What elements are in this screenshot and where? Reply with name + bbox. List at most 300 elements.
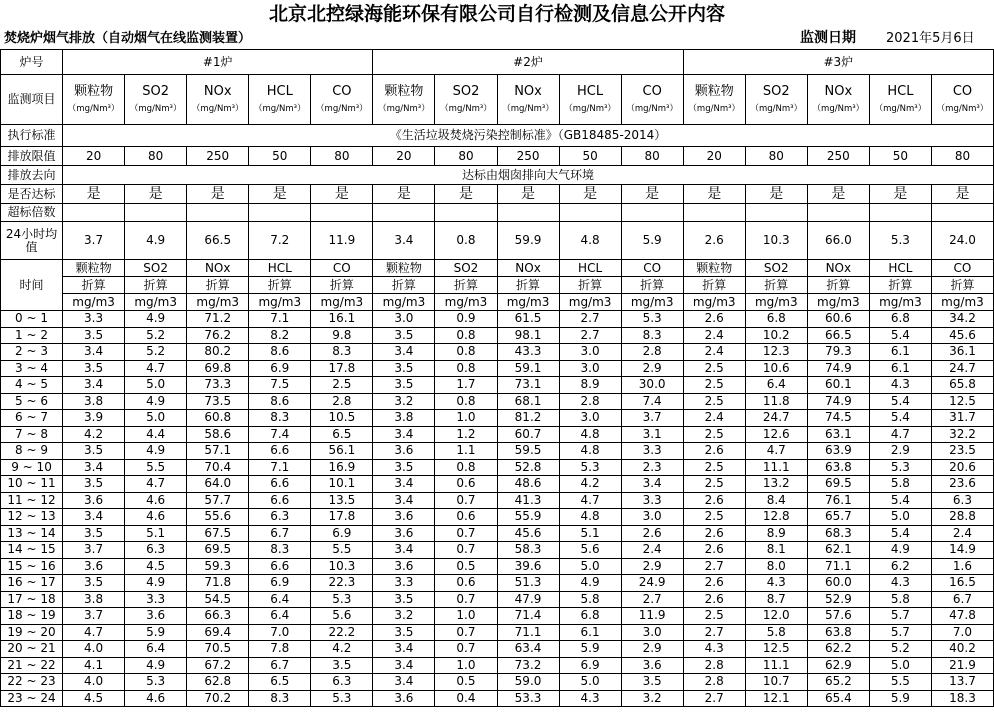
value-cell: 3.4 — [373, 657, 435, 674]
time-label: 时间 — [1, 260, 63, 311]
value-cell: 11.1 — [745, 459, 807, 476]
value-cell: 2.9 — [621, 641, 683, 658]
time-pollutant-header: CO — [311, 260, 373, 277]
table-row — [1, 542, 994, 559]
value-cell: 60.0 — [807, 575, 869, 592]
item-cell — [497, 75, 559, 125]
conversion-unit: mg/m3 — [311, 294, 373, 311]
value-cell: 62.9 — [807, 657, 869, 674]
time-pollutant-header: 颗粒物 — [373, 260, 435, 277]
value-cell: 4.7 — [869, 426, 931, 443]
value-cell: 3.6 — [373, 509, 435, 526]
value-cell: 3.5 — [63, 575, 125, 592]
value-cell: 5.0 — [559, 674, 621, 691]
value-cell: 8.3 — [249, 542, 311, 559]
value-cell: 55.9 — [497, 509, 559, 526]
conversion-label: 折算 — [621, 277, 683, 294]
value-cell: 5.3 — [311, 690, 373, 707]
exceed-row — [1, 204, 994, 222]
value-cell: 0.5 — [435, 674, 497, 691]
value-cell: 6.9 — [249, 360, 311, 377]
value-cell: 4.3 — [869, 377, 931, 394]
value-cell: 66.3 — [187, 608, 249, 625]
value-cell: 5.8 — [869, 476, 931, 493]
hour-label: 4 ~ 5 — [1, 377, 63, 394]
value-cell: 4.9 — [125, 657, 187, 674]
compliant-cell: 是 — [869, 185, 931, 204]
conversion-unit: mg/m3 — [249, 294, 311, 311]
time-pollutant-header: NOx — [497, 260, 559, 277]
value-cell: 3.0 — [559, 344, 621, 361]
exceed-cell — [497, 204, 559, 222]
compliant-cell: 是 — [931, 185, 993, 204]
value-cell: 74.9 — [807, 393, 869, 410]
conversion-unit: mg/m3 — [63, 294, 125, 311]
value-cell: 71.1 — [497, 624, 559, 641]
subtitle: 焚烧炉烟气排放（自动烟气在线监测装置） — [4, 31, 252, 46]
value-cell: 60.1 — [807, 377, 869, 394]
value-cell: 5.8 — [559, 591, 621, 608]
exceed-cell — [745, 204, 807, 222]
value-cell: 6.3 — [125, 542, 187, 559]
value-cell: 58.6 — [187, 426, 249, 443]
furnace-2-header: #2炉 — [373, 50, 683, 75]
time-pollutant-header: CO — [621, 260, 683, 277]
value-cell: 5.3 — [125, 674, 187, 691]
value-cell: 31.7 — [931, 410, 993, 427]
value-cell: 3.7 — [63, 608, 125, 625]
avg24-label: 24小时均值 — [1, 222, 63, 260]
value-cell: 73.1 — [497, 377, 559, 394]
value-cell: 10.7 — [745, 674, 807, 691]
value-cell: 63.8 — [807, 624, 869, 641]
value-cell: 5.5 — [311, 542, 373, 559]
value-cell: 5.8 — [745, 624, 807, 641]
item-cell — [621, 75, 683, 125]
value-cell: 4.6 — [125, 492, 187, 509]
value-cell: 3.8 — [63, 393, 125, 410]
time-pollutant-header: NOx — [807, 260, 869, 277]
value-cell: 2.7 — [559, 327, 621, 344]
limit-cell: 80 — [311, 147, 373, 166]
item-cell — [63, 75, 125, 125]
value-cell: 2.5 — [683, 360, 745, 377]
value-cell: 4.9 — [869, 542, 931, 559]
conversion-label: 折算 — [497, 277, 559, 294]
item-cell — [435, 75, 497, 125]
value-cell: 0.7 — [435, 624, 497, 641]
value-cell: 3.5 — [373, 360, 435, 377]
hour-label: 20 ~ 21 — [1, 641, 63, 658]
hour-label: 18 ~ 19 — [1, 608, 63, 625]
subtitle-bar — [0, 28, 994, 49]
conversion-unit: mg/m3 — [745, 294, 807, 311]
value-cell: 4.8 — [559, 443, 621, 460]
value-cell: 3.0 — [559, 410, 621, 427]
table-row — [1, 558, 994, 575]
compliant-cell: 是 — [559, 185, 621, 204]
value-cell: 13.5 — [311, 492, 373, 509]
value-cell: 71.8 — [187, 575, 249, 592]
hour-label: 5 ~ 6 — [1, 393, 63, 410]
value-cell: 1.6 — [931, 558, 993, 575]
value-cell: 7.4 — [249, 426, 311, 443]
value-cell: 0.8 — [435, 327, 497, 344]
limit-cell: 80 — [931, 147, 993, 166]
value-cell: 3.8 — [373, 410, 435, 427]
avg24-cell: 3.4 — [373, 222, 435, 260]
value-cell: 6.7 — [249, 525, 311, 542]
value-cell: 70.2 — [187, 690, 249, 707]
value-cell: 10.2 — [745, 327, 807, 344]
value-cell: 4.5 — [125, 558, 187, 575]
unit-label: （mg/Nm³） — [936, 103, 989, 114]
exceed-cell — [373, 204, 435, 222]
value-cell: 4.2 — [63, 426, 125, 443]
value-cell: 4.3 — [869, 575, 931, 592]
table-row — [1, 459, 994, 476]
value-cell: 74.9 — [807, 360, 869, 377]
value-cell: 57.7 — [187, 492, 249, 509]
exceed-cell — [807, 204, 869, 222]
value-cell: 5.4 — [869, 525, 931, 542]
value-cell: 5.3 — [311, 591, 373, 608]
item-cell — [373, 75, 435, 125]
item-cell — [125, 75, 187, 125]
time-pollutant-header: HCL — [869, 260, 931, 277]
value-cell: 28.8 — [931, 509, 993, 526]
compliant-cell: 是 — [187, 185, 249, 204]
value-cell: 63.1 — [807, 426, 869, 443]
value-cell: 3.4 — [373, 641, 435, 658]
conversion-label: 折算 — [683, 277, 745, 294]
value-cell: 4.9 — [125, 311, 187, 328]
table-row — [1, 377, 994, 394]
item-row — [1, 75, 994, 125]
compliant-cell: 是 — [807, 185, 869, 204]
value-cell: 3.5 — [63, 525, 125, 542]
value-cell: 2.5 — [311, 377, 373, 394]
value-cell: 81.2 — [497, 410, 559, 427]
limit-cell: 80 — [125, 147, 187, 166]
value-cell: 2.9 — [621, 558, 683, 575]
value-cell: 3.3 — [63, 311, 125, 328]
value-cell: 6.7 — [931, 591, 993, 608]
value-cell: 3.8 — [63, 591, 125, 608]
value-cell: 7.4 — [621, 393, 683, 410]
table-row — [1, 624, 994, 641]
value-cell: 3.4 — [63, 344, 125, 361]
hour-label: 12 ~ 13 — [1, 509, 63, 526]
exceed-cell — [559, 204, 621, 222]
value-cell: 4.7 — [125, 476, 187, 493]
value-cell: 24.9 — [621, 575, 683, 592]
hour-label: 10 ~ 11 — [1, 476, 63, 493]
value-cell: 5.5 — [125, 459, 187, 476]
item-cell — [559, 75, 621, 125]
value-cell: 70.5 — [187, 641, 249, 658]
value-cell: 62.2 — [807, 641, 869, 658]
item-cell — [807, 75, 869, 125]
value-cell: 12.1 — [745, 690, 807, 707]
avg24-cell: 4.8 — [559, 222, 621, 260]
conversion-label: 折算 — [559, 277, 621, 294]
value-cell: 2.5 — [683, 509, 745, 526]
value-cell: 68.1 — [497, 393, 559, 410]
table-row — [1, 443, 994, 460]
page-title: 北京北控绿海能环保有限公司自行检测及信息公开内容 — [268, 3, 725, 25]
value-cell: 51.3 — [497, 575, 559, 592]
compliant-cell: 是 — [125, 185, 187, 204]
value-cell: 65.2 — [807, 674, 869, 691]
value-cell: 4.3 — [745, 575, 807, 592]
value-cell: 36.1 — [931, 344, 993, 361]
value-cell: 63.4 — [497, 641, 559, 658]
value-cell: 3.4 — [373, 426, 435, 443]
value-cell: 13.7 — [931, 674, 993, 691]
value-cell: 0.4 — [435, 690, 497, 707]
value-cell: 68.3 — [807, 525, 869, 542]
value-cell: 59.3 — [187, 558, 249, 575]
value-cell: 5.7 — [869, 608, 931, 625]
avg24-cell: 66.5 — [187, 222, 249, 260]
value-cell: 3.4 — [63, 509, 125, 526]
conversion-label: 折算 — [125, 277, 187, 294]
value-cell: 8.3 — [311, 344, 373, 361]
hour-label: 8 ~ 9 — [1, 443, 63, 460]
compliant-cell: 是 — [683, 185, 745, 204]
compliant-cell: 是 — [435, 185, 497, 204]
value-cell: 8.9 — [745, 525, 807, 542]
value-cell: 63.8 — [807, 459, 869, 476]
value-cell: 2.6 — [683, 591, 745, 608]
value-cell: 6.1 — [869, 344, 931, 361]
item-label: 监测项目 — [1, 75, 63, 125]
compliant-cell: 是 — [621, 185, 683, 204]
unit-label: （mg/Nm³） — [129, 103, 182, 114]
value-cell: 2.6 — [683, 311, 745, 328]
value-cell: 6.9 — [249, 575, 311, 592]
limit-row — [1, 147, 994, 166]
value-cell: 73.5 — [187, 393, 249, 410]
value-cell: 2.7 — [683, 624, 745, 641]
value-cell: 2.6 — [683, 542, 745, 559]
avg24-cell: 10.3 — [745, 222, 807, 260]
pollutant-name: CO — [952, 84, 973, 100]
value-cell: 63.9 — [807, 443, 869, 460]
conversion-unit: mg/m3 — [807, 294, 869, 311]
table-row — [1, 525, 994, 542]
conversion-unit: mg/m3 — [621, 294, 683, 311]
value-cell: 4.3 — [683, 641, 745, 658]
avg24-cell: 0.8 — [435, 222, 497, 260]
value-cell: 4.1 — [63, 657, 125, 674]
value-cell: 7.1 — [249, 459, 311, 476]
unit-label: （mg/Nm³） — [564, 103, 616, 114]
value-cell: 3.1 — [621, 426, 683, 443]
value-cell: 3.0 — [621, 624, 683, 641]
value-cell: 73.2 — [497, 657, 559, 674]
value-cell: 65.7 — [807, 509, 869, 526]
conversion-label: 折算 — [931, 277, 993, 294]
exceed-cell — [683, 204, 745, 222]
value-cell: 3.6 — [373, 690, 435, 707]
compliant-row — [1, 185, 994, 204]
value-cell: 34.2 — [931, 311, 993, 328]
value-cell: 4.7 — [745, 443, 807, 460]
date-value: 2021年5月6日 — [886, 31, 975, 46]
value-cell: 8.3 — [249, 690, 311, 707]
value-cell: 66.5 — [807, 327, 869, 344]
value-cell: 17.8 — [311, 360, 373, 377]
value-cell: 0.8 — [435, 393, 497, 410]
value-cell: 57.6 — [807, 608, 869, 625]
value-cell: 1.0 — [435, 608, 497, 625]
value-cell: 3.5 — [373, 624, 435, 641]
value-cell: 3.5 — [63, 360, 125, 377]
limit-cell: 250 — [807, 147, 869, 166]
value-cell: 10.1 — [311, 476, 373, 493]
value-cell: 6.3 — [249, 509, 311, 526]
value-cell: 1.1 — [435, 443, 497, 460]
unit-label: （mg/Nm³） — [253, 103, 306, 114]
compliant-cell: 是 — [311, 185, 373, 204]
value-cell: 2.6 — [683, 525, 745, 542]
limit-cell: 80 — [745, 147, 807, 166]
compliant-cell: 是 — [249, 185, 311, 204]
value-cell: 5.8 — [869, 591, 931, 608]
value-cell: 0.7 — [435, 591, 497, 608]
value-cell: 12.8 — [745, 509, 807, 526]
value-cell: 3.2 — [621, 690, 683, 707]
value-cell: 2.4 — [683, 344, 745, 361]
value-cell: 3.5 — [63, 443, 125, 460]
pollutant-name: SO2 — [762, 84, 790, 100]
value-cell: 2.8 — [311, 393, 373, 410]
value-cell: 12.6 — [745, 426, 807, 443]
value-cell: 3.0 — [559, 360, 621, 377]
value-cell: 0.6 — [435, 575, 497, 592]
value-cell: 64.0 — [187, 476, 249, 493]
table-row — [1, 476, 994, 493]
value-cell: 16.5 — [931, 575, 993, 592]
value-cell: 74.5 — [807, 410, 869, 427]
value-cell: 8.3 — [249, 410, 311, 427]
exceed-cell — [621, 204, 683, 222]
value-cell: 0.7 — [435, 525, 497, 542]
value-cell: 10.6 — [745, 360, 807, 377]
value-cell: 24.7 — [745, 410, 807, 427]
unit-label: （mg/Nm³） — [316, 103, 368, 114]
value-cell: 2.7 — [559, 311, 621, 328]
value-cell: 2.7 — [621, 591, 683, 608]
value-cell: 7.5 — [249, 377, 311, 394]
hour-label: 22 ~ 23 — [1, 674, 63, 691]
value-cell: 40.2 — [931, 641, 993, 658]
table-row — [1, 311, 994, 328]
pollutant-name: CO — [642, 84, 662, 100]
furnace-3-header: #3炉 — [683, 50, 993, 75]
value-cell: 2.9 — [869, 443, 931, 460]
exceed-cell — [435, 204, 497, 222]
value-cell: 2.3 — [621, 459, 683, 476]
conversion-unit: mg/m3 — [125, 294, 187, 311]
value-cell: 3.6 — [621, 657, 683, 674]
value-cell: 5.0 — [125, 410, 187, 427]
conversion-unit: mg/m3 — [931, 294, 993, 311]
value-cell: 5.0 — [869, 657, 931, 674]
furnace-label: 炉号 — [1, 50, 63, 75]
standard-text: 《生活垃圾焚烧污染控制标准》（GB18485-2014） — [63, 125, 994, 147]
value-cell: 3.6 — [63, 558, 125, 575]
value-cell: 62.8 — [187, 674, 249, 691]
limit-cell: 80 — [435, 147, 497, 166]
value-cell: 8.7 — [745, 591, 807, 608]
avg24-cell: 3.7 — [63, 222, 125, 260]
value-cell: 69.8 — [187, 360, 249, 377]
item-cell — [249, 75, 311, 125]
exceed-cell — [249, 204, 311, 222]
value-cell: 3.5 — [373, 459, 435, 476]
conversion-unit: mg/m3 — [187, 294, 249, 311]
value-cell: 6.7 — [249, 657, 311, 674]
value-cell: 3.3 — [621, 443, 683, 460]
table-row — [1, 360, 994, 377]
value-cell: 20.6 — [931, 459, 993, 476]
value-cell: 3.4 — [373, 476, 435, 493]
value-cell: 3.4 — [621, 476, 683, 493]
value-cell: 2.7 — [683, 690, 745, 707]
exceed-cell — [931, 204, 993, 222]
pollutant-name: SO2 — [142, 84, 170, 100]
limit-cell: 250 — [187, 147, 249, 166]
value-cell: 3.2 — [373, 393, 435, 410]
avg24-cell: 2.6 — [683, 222, 745, 260]
value-cell: 5.2 — [125, 344, 187, 361]
value-cell: 6.6 — [249, 476, 311, 493]
value-cell: 59.0 — [497, 674, 559, 691]
value-cell: 60.7 — [497, 426, 559, 443]
unit-label: （mg/Nm³） — [502, 103, 554, 114]
destination-label: 排放去向 — [1, 166, 63, 185]
value-cell: 8.6 — [249, 344, 311, 361]
value-cell: 0.7 — [435, 492, 497, 509]
value-cell: 5.3 — [621, 311, 683, 328]
value-cell: 11.8 — [745, 393, 807, 410]
value-cell: 48.6 — [497, 476, 559, 493]
value-cell: 5.6 — [311, 608, 373, 625]
time-pollutant-header: HCL — [249, 260, 311, 277]
time-pollutant-header: SO2 — [745, 260, 807, 277]
compliant-label: 是否达标 — [1, 185, 63, 204]
value-cell: 2.6 — [621, 525, 683, 542]
value-cell: 57.1 — [187, 443, 249, 460]
conversion-unit: mg/m3 — [497, 294, 559, 311]
value-cell: 5.7 — [869, 624, 931, 641]
value-cell: 8.9 — [559, 377, 621, 394]
value-cell: 52.8 — [497, 459, 559, 476]
value-cell: 4.2 — [559, 476, 621, 493]
value-cell: 2.8 — [683, 657, 745, 674]
value-cell: 56.1 — [311, 443, 373, 460]
unit-label: （mg/Nm³） — [688, 103, 741, 114]
table-row — [1, 426, 994, 443]
conversion-unit: mg/m3 — [869, 294, 931, 311]
exceed-cell — [869, 204, 931, 222]
value-cell: 3.9 — [63, 410, 125, 427]
unit-label: （mg/Nm³） — [67, 103, 120, 114]
value-cell: 3.4 — [373, 492, 435, 509]
